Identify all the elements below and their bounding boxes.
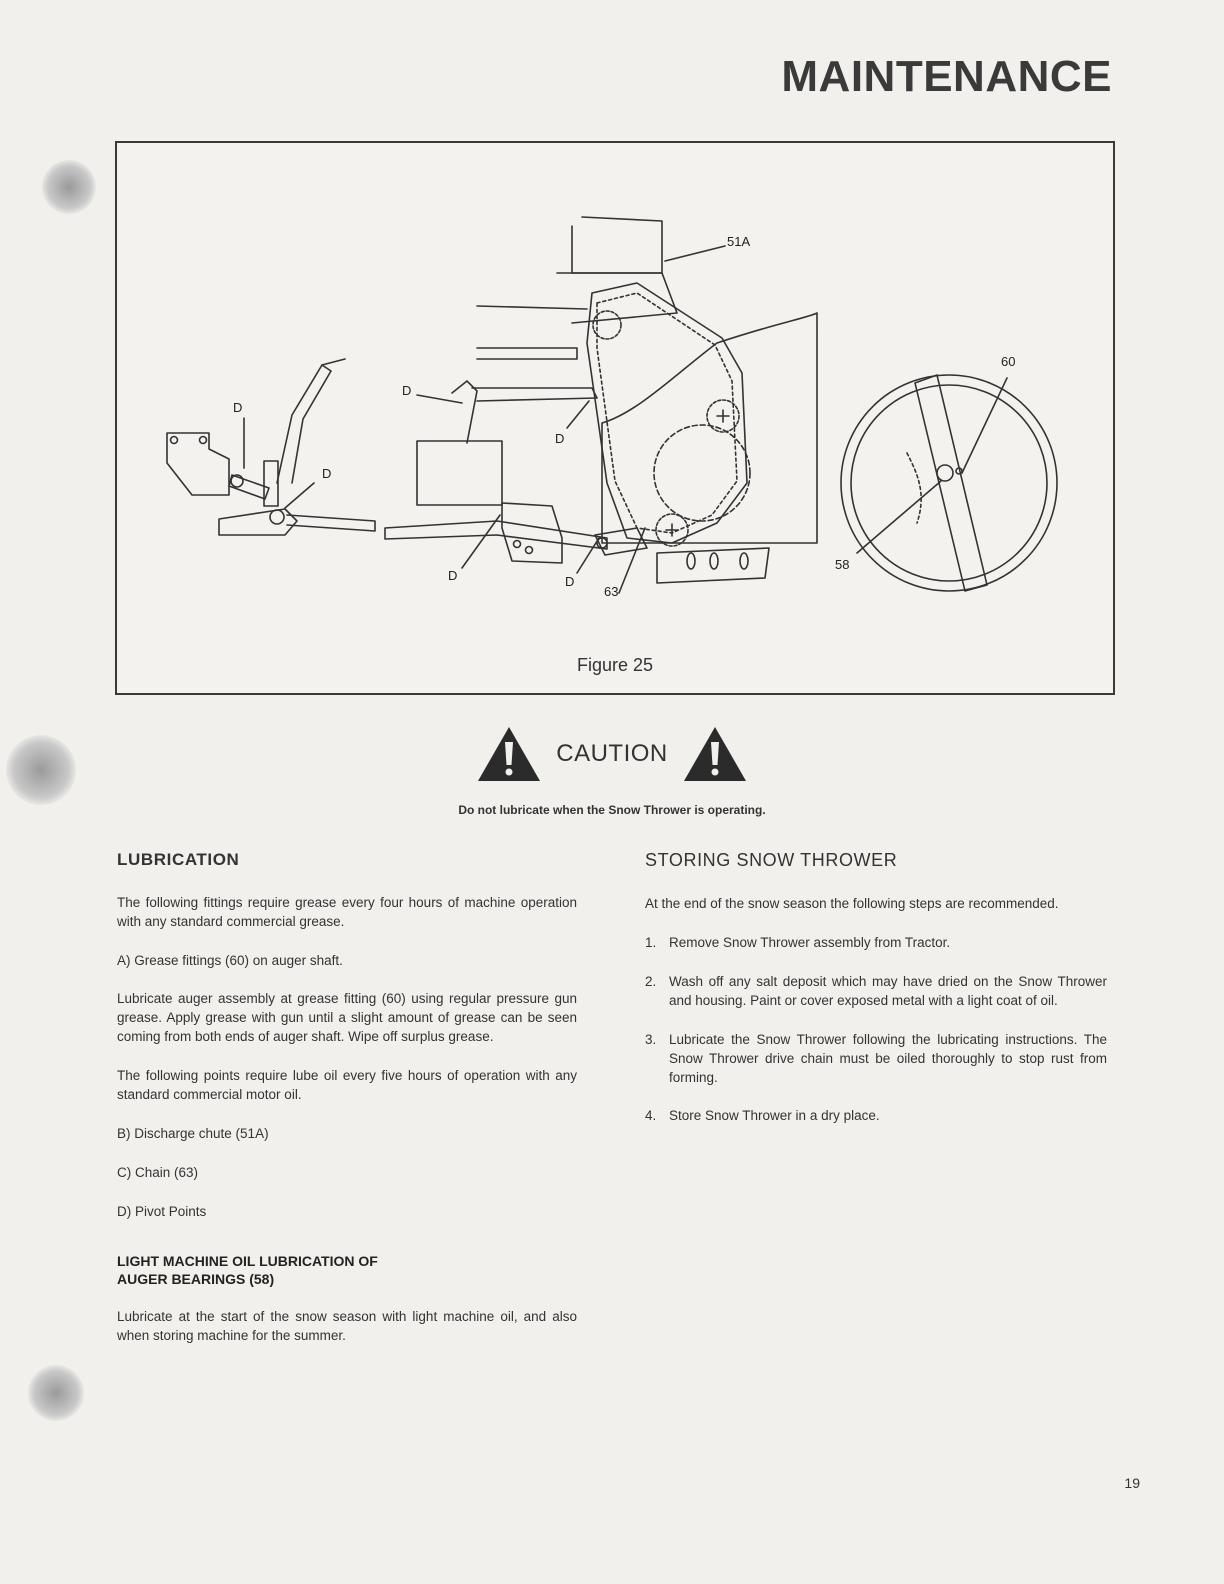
light-oil-text: Lubricate at the start of the snow season with light machine oil, and also when storing machine for the summer. xyxy=(117,1308,577,1343)
step-text: Lubricate the Snow Thrower following the lubricating instructions. The Snow Thrower drive chain must be oiled thoroughly to stop rust from forming. xyxy=(669,1031,1107,1085)
callout-58: 58 xyxy=(835,557,850,572)
auger-hub xyxy=(937,465,953,481)
lift-base xyxy=(219,509,297,535)
caution-label: CAUTION xyxy=(556,740,668,767)
callout-51A: 51A xyxy=(727,234,751,249)
step-text: Wash off any salt deposit which may have dried on the Snow Thrower and housing. Paint or cover exposed metal with a light coat of oil. xyxy=(669,973,1107,1008)
leader-D xyxy=(285,483,314,508)
figure-caption: Figure 25 xyxy=(576,655,654,675)
auger-rim-inner xyxy=(851,385,1047,581)
callout-63: 63 xyxy=(604,584,619,599)
pivot-pin xyxy=(270,510,284,524)
push-bar-lower xyxy=(385,521,607,549)
auger-lubrication-text: Lubricate auger assembly at grease fitting (60) using regular pressure gun grease. Apply grease with gun until a slight amount of grease can be seen coming from both ends of auger shaft. Wipe off surplus grease. xyxy=(117,991,577,1045)
step-number: 1. xyxy=(645,935,657,951)
lubrication-section xyxy=(117,848,577,1366)
caution-banner xyxy=(0,722,1224,786)
storing-step xyxy=(645,1031,1107,1088)
step-number: 3. xyxy=(645,1031,657,1047)
lubrication-heading: LUBRICATION xyxy=(117,850,240,869)
auger-rim xyxy=(841,375,1057,591)
storing-step xyxy=(645,1107,1107,1126)
leader-D xyxy=(417,395,462,403)
sprocket-cross xyxy=(717,410,729,422)
page-number: 19 xyxy=(1124,1475,1140,1491)
lift-lever-tip xyxy=(322,359,345,365)
sprocket-cross xyxy=(666,524,678,536)
callout-D: D xyxy=(402,383,412,398)
leader-58 xyxy=(857,481,941,553)
callout-D: D xyxy=(448,568,458,583)
base-slot xyxy=(740,553,748,569)
callout-D: D xyxy=(555,431,565,446)
leader-51A xyxy=(665,246,725,261)
lubrication-intro: The following fittings require grease every four hours of machine operation with any standard commercial grease. xyxy=(117,894,577,929)
discharge-chute xyxy=(572,217,662,273)
top-rail xyxy=(477,348,577,359)
step-text: Remove Snow Thrower assembly from Tractor. xyxy=(669,935,951,951)
step-number: 2. xyxy=(645,973,657,989)
chain-case-inner xyxy=(597,293,737,533)
auger-blade xyxy=(915,375,987,591)
lube-oil-text: The following points require lube oil every five hours of operation with any standard commercial motor oil. xyxy=(117,1068,577,1103)
callout-D: D xyxy=(322,466,332,481)
lubrication-item-d: D) Pivot Points xyxy=(117,1203,207,1219)
top-rail xyxy=(477,306,587,309)
warning-triangle-icon xyxy=(476,725,542,783)
step-text: Store Snow Thrower in a dry place. xyxy=(669,1108,880,1124)
push-bar-upper xyxy=(287,515,375,531)
callout-D: D xyxy=(233,400,243,415)
mount-frame-arm xyxy=(452,381,477,443)
figure-25 xyxy=(115,141,1115,695)
lubrication-item-c: C) Chain (63) xyxy=(117,1164,199,1180)
frame-bracket xyxy=(502,503,562,563)
base-slot xyxy=(710,553,718,569)
mount-rod xyxy=(472,388,597,401)
storing-step xyxy=(645,934,1107,953)
binder-hole-mark xyxy=(28,1365,84,1421)
caution-note: Do not lubricate when the Snow Thrower is operating. xyxy=(458,803,766,817)
lubrication-item-a: A) Grease fittings (60) on auger shaft. xyxy=(117,952,343,968)
bracket-hole xyxy=(526,547,533,554)
storing-steps xyxy=(645,934,1107,1126)
auger-housing xyxy=(602,313,817,543)
drive-sprocket xyxy=(654,425,750,521)
lift-post xyxy=(264,461,278,506)
bracket-hole xyxy=(171,437,178,444)
callout-D: D xyxy=(565,574,575,589)
storing-step xyxy=(645,973,1107,1011)
lubrication-item-b: B) Discharge chute (51A) xyxy=(117,1125,269,1141)
storing-intro: At the end of the snow season the following steps are recommended. xyxy=(645,896,1059,912)
leader-D xyxy=(567,401,589,428)
storing-section xyxy=(645,848,1107,1146)
snow-thrower-diagram xyxy=(117,143,1117,697)
light-oil-heading-line2: AUGER BEARINGS (58) xyxy=(117,1270,275,1287)
auger-spiral xyxy=(907,453,921,523)
bracket-hole xyxy=(514,541,521,548)
bracket-hole xyxy=(200,437,207,444)
binder-hole-mark xyxy=(42,160,96,214)
leader-D xyxy=(577,538,599,573)
base-slot xyxy=(687,553,695,569)
leader-63 xyxy=(619,528,645,593)
warning-triangle-icon xyxy=(682,725,748,783)
callout-60: 60 xyxy=(1001,354,1016,369)
storing-heading: STORING SNOW THROWER xyxy=(645,850,898,870)
page-title: MAINTENANCE xyxy=(781,52,1112,101)
step-number: 4. xyxy=(645,1108,657,1124)
light-oil-heading xyxy=(117,1252,577,1288)
light-oil-heading-line1: LIGHT MACHINE OIL LUBRICATION OF xyxy=(117,1252,378,1269)
mount-frame-upper xyxy=(417,441,502,505)
